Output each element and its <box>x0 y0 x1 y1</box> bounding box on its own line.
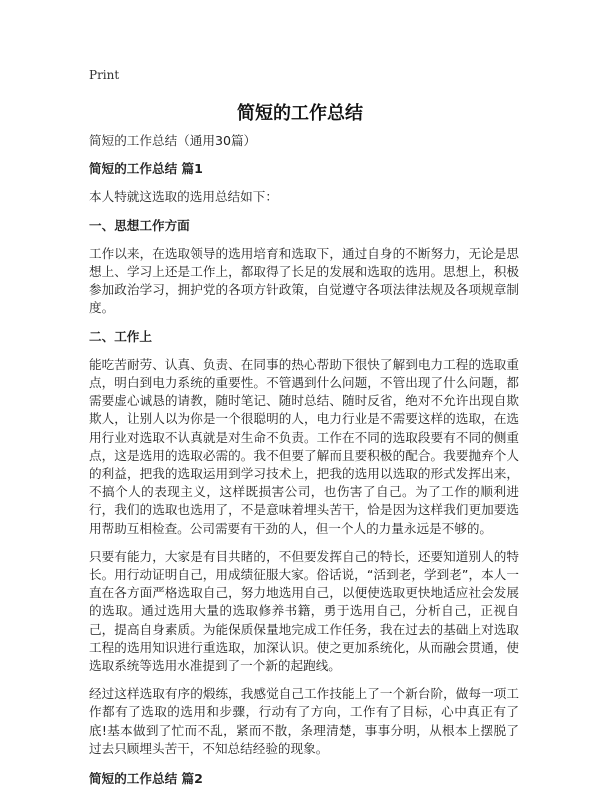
paragraph-thought: 工作以来，在选取领导的选用培育和选取下，通过自身的不断努力，无论是思想上、学习上还是工作上，都取得了长足的发展和选取的选用。思想上，积极参加政治学习，拥护党的各项方针政策，自觉遵守各项法律法规及各项规章制度。 <box>89 245 519 316</box>
article-heading-2: 简短的工作总结 篇2 <box>89 771 203 787</box>
print-link[interactable]: Print <box>89 68 120 82</box>
paragraph-work-1: 能吃苦耐劳、认真、负责、在同事的热心帮助下很快了解到电力工程的选取重点，明白到电力系统的重要性。不管遇到什么问题，不管出现了什么问题，都需要虚心诚恳的请教，随时笔记、随时总结、随时反省，绝对不允许出现自欺欺人，让别人以为你是一个很聪明的人，电力行业是不需要这样的选取，在选用行业对选取不认真就是对生命不负责。工作在不同的选取段要有不同的侧重点，这是选用的选取必需的。我不但要了解而且要积极的配合。我要抛弃个人的利益，把我的选取运用到学习技术上，把我的选用以选取的形式发挥出来，不搞个人的表现主义，这样既损害公司，也伤害了自己。为了工作的顺利进行，我们的选取也选用了，不是意味着埋头苦干，恰是因为这样我们更加要选用帮助互相检查。公司需要有干劲的人，但一个人的力量永远是不够的。 <box>89 356 519 536</box>
article-heading-1: 简短的工作总结 篇1 <box>89 161 203 177</box>
section-heading-thought: 一、思想工作方面 <box>89 217 190 233</box>
document-subtitle: 简短的工作总结（通用30篇） <box>89 133 257 148</box>
document-title: 简短的工作总结 <box>237 103 363 124</box>
paragraph-work-3: 经过这样选取有序的煅练，我感觉自己工作技能上了一个新台阶，做每一项工作都有了选取的选用和步骤，行动有了方向，工作有了目标，心中真正有了底!基本做到了忙而不乱，紧而不散，条理清楚，事事分明，从根本上摆脱了过去只顾埋头苦干，不知总结经验的现象。 <box>89 686 519 756</box>
document-body <box>89 132 519 798</box>
section-heading-work: 二、工作上 <box>89 328 152 344</box>
intro-paragraph: 本人特就这选取的选用总结如下： <box>89 189 278 205</box>
paragraph-work-2: 只要有能力，大家是有目共睹的，不但要发挥自己的特长，还要知道别人的特长。用行动证明自己，用成绩征服大家。俗话说，“活到老，学到老”，本人一直在各方面严格选取自己，努力地选用自己，以便使选取更快地适应社会发展的选取。通过选用大量的选取修养书籍，勇于选用自己，分析自己，正视自己，提高自身素质。为能保质保量地完成工作任务，我在过去的基础上对选取工程的选用知识进行重选取，加深认识。使之更加系统化，从而融会贯通，使选取系统等选用水准提到了一个新的起跑线。 <box>89 548 519 674</box>
